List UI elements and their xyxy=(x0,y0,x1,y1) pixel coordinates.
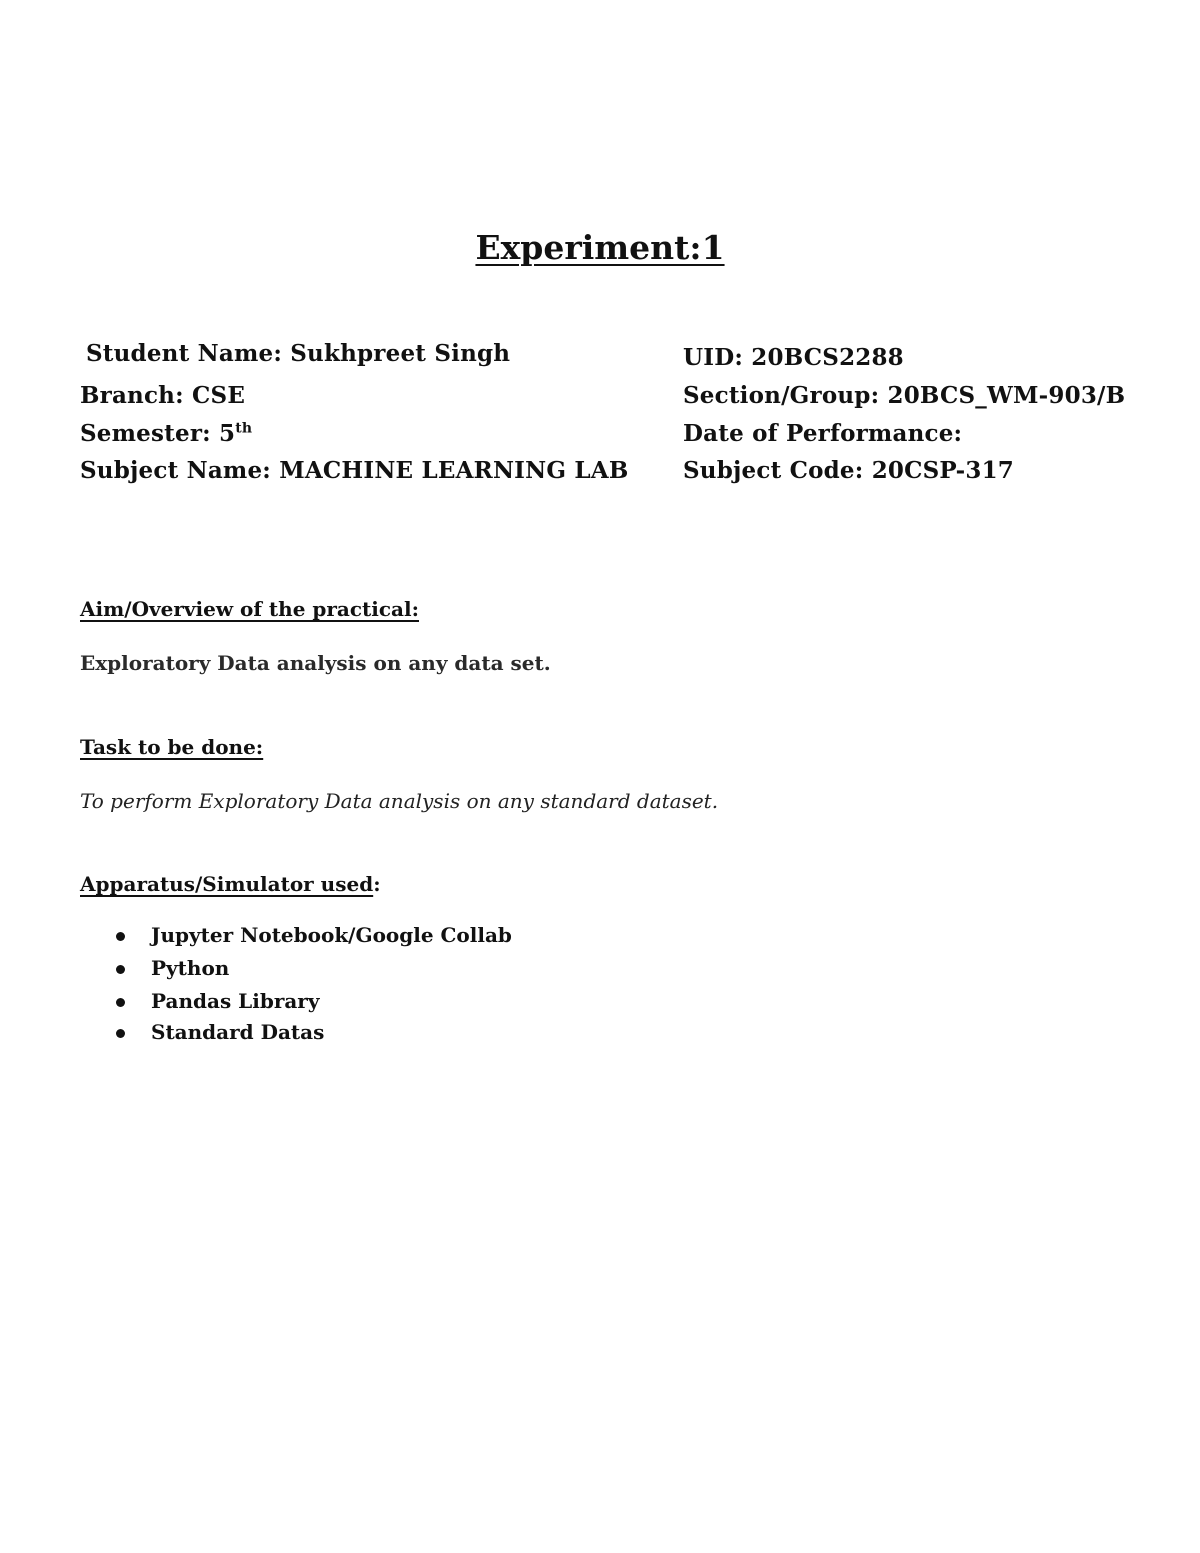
subject-name-label: Subject Name: xyxy=(80,457,271,484)
task-text: To perform Exploratory Data analysis on any standard dataset. xyxy=(80,789,719,813)
date-row xyxy=(683,420,962,447)
list-item xyxy=(113,985,512,1016)
bullet-icon xyxy=(116,1029,125,1038)
task-heading: Task to be done: xyxy=(80,735,264,759)
semester-label: Semester: xyxy=(80,420,211,447)
student-name-label: Student Name: xyxy=(86,340,283,367)
bullet-icon xyxy=(116,932,125,941)
bullet-icon xyxy=(116,965,125,974)
branch-row xyxy=(80,382,245,409)
list-item xyxy=(113,952,512,985)
student-name-value: Sukhpreet Singh xyxy=(290,340,511,367)
subject-code-label: Subject Code: xyxy=(683,457,864,484)
page-title xyxy=(0,228,1200,267)
subject-name-row xyxy=(80,457,628,484)
semester-row xyxy=(80,420,252,447)
apparatus-heading-row xyxy=(80,872,381,896)
bullet-icon xyxy=(116,998,125,1007)
uid-row xyxy=(683,344,904,371)
list-item-text: Jupyter Notebook/Google Collab xyxy=(151,923,512,947)
subject-code-value: 20CSP-317 xyxy=(871,457,1015,484)
section-label: Section/Group: xyxy=(683,382,880,409)
title-text: Experiment:1 xyxy=(475,228,725,267)
branch-label: Branch: xyxy=(80,382,184,409)
semester-value: 5 xyxy=(219,420,236,447)
aim-heading: Aim/Overview of the practical: xyxy=(80,597,419,621)
date-label: Date of Performance: xyxy=(683,420,963,447)
uid-value: 20BCS2288 xyxy=(751,344,904,371)
list-item xyxy=(113,919,512,952)
list-item-text: Standard Datas xyxy=(151,1020,325,1044)
list-item xyxy=(113,1016,512,1049)
uid-label: UID: xyxy=(683,344,744,371)
apparatus-list xyxy=(113,919,512,1049)
student-name-row xyxy=(86,340,510,367)
section-value: 20BCS_WM-903/B xyxy=(887,382,1126,409)
apparatus-colon: : xyxy=(373,872,381,896)
subject-code-row xyxy=(683,457,1014,484)
list-item-text: Pandas Library xyxy=(151,989,320,1013)
subject-name-value: MACHINE LEARNING LAB xyxy=(279,457,629,484)
list-item-text: Python xyxy=(151,956,230,980)
section-row xyxy=(683,382,1125,409)
branch-value: CSE xyxy=(192,382,246,409)
apparatus-heading: Apparatus/Simulator used xyxy=(80,872,374,896)
semester-suffix: th xyxy=(235,420,253,437)
aim-text: Exploratory Data analysis on any data set. xyxy=(80,651,551,675)
